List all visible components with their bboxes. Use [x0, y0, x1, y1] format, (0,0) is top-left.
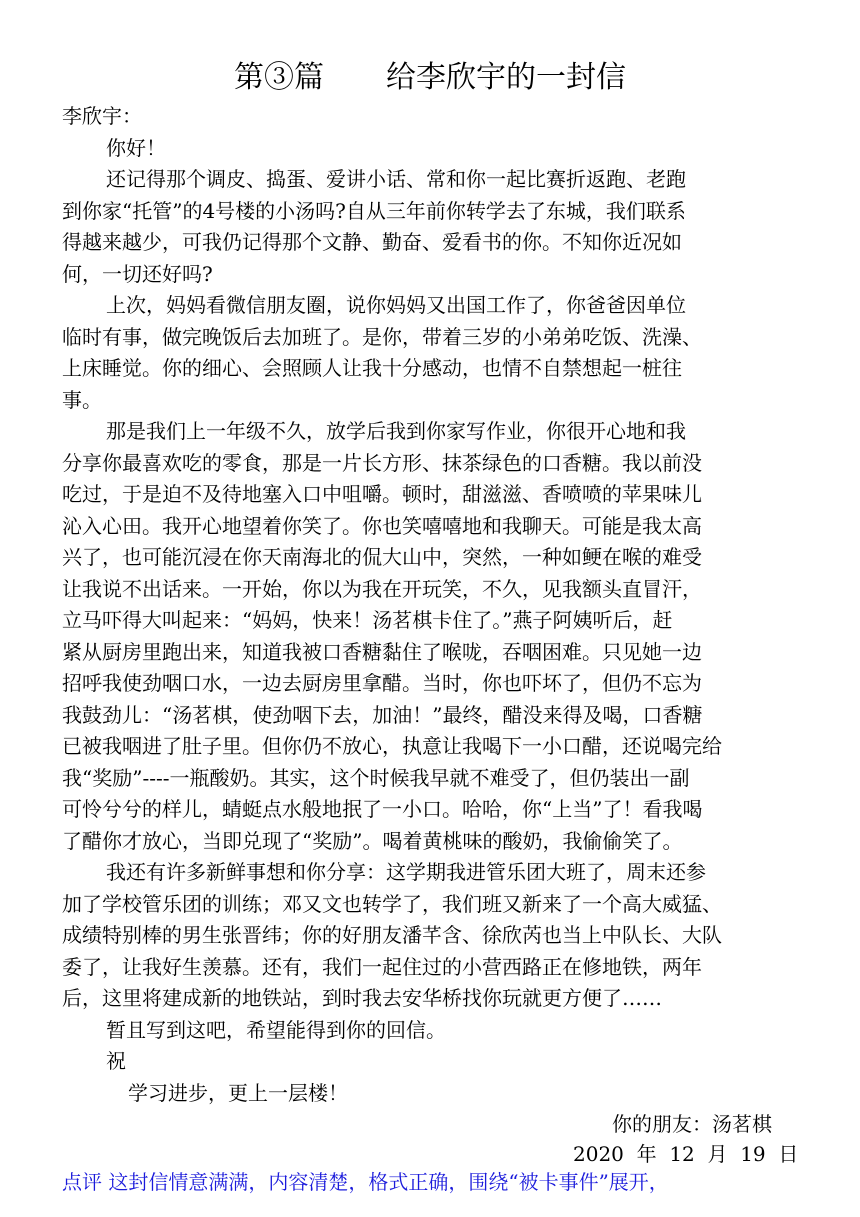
body-line: 沁入心田。我开心地望着你笑了。你也笑嘻嘻地和我聊天。可能是我太高	[62, 514, 702, 538]
body-line: 已被我咽进了肚子里。但你仍不放心，执意让我喝下一小口醋，还说喝完给	[62, 734, 722, 758]
greeting: 你好！	[106, 136, 166, 160]
teacher-comment: 点评 这封信情意满满，内容清楚，格式正确，围绕“被卡事件”展开，	[62, 1170, 669, 1194]
body-line: 吃过，于是迫不及待地塞入口中咀嚼。顿时，甜滋滋、香喷喷的苹果味儿	[62, 482, 702, 506]
body-line: 我鼓劲儿：“汤茗棋，使劲咽下去，加油！”最终，醋没来得及喝，口香糖	[62, 703, 703, 727]
body-line: 加了学校管乐团的训练；邓又文也转学了，我们班又新来了一个高大威猛、	[62, 892, 722, 916]
body-line: 我还有许多新鲜事想和你分享：这学期我进管乐团大班了，周末还参	[106, 860, 706, 884]
letter-date: 2020 年 12 月 19 日	[573, 1142, 799, 1166]
body-line: 让我说不出话来。一开始，你以为我在开玩笑，不久，见我额头直冒汗，	[62, 577, 702, 601]
body-line: 到你家“托管”的4号楼的小汤吗?自从三年前你转学去了东城，我们联系	[62, 199, 686, 223]
salutation: 李欣宇：	[62, 104, 142, 128]
body-line: 何，一切还好吗?	[62, 262, 213, 286]
body-line: 后，这里将建成新的地铁站，到时我去安华桥找你玩就更方便了……	[62, 986, 662, 1010]
body-line: 委了，让我好生羡慕。还有，我们一起住过的小营西路正在修地铁，两年	[62, 955, 702, 979]
body-line: 招呼我使劲咽口水，一边去厨房里拿醋。当时，你也吓坏了，但仍不忘为	[62, 671, 702, 695]
body-line: 我“奖励”----一瓶酸奶。其实，这个时候我早就不难受了，但仍装出一副	[62, 766, 690, 790]
body-line: 紧从厨房里跑出来，知道我被口香糖黏住了喉咙，吞咽困难。只见她一边	[62, 640, 702, 664]
body-line: 上次，妈妈看微信朋友圈，说你妈妈又出国工作了，你爸爸因单位	[106, 293, 686, 317]
title-text: 给李欣宇的一封信	[386, 60, 626, 95]
page-title	[0, 58, 860, 98]
body-line: 得越来越少，可我仍记得那个文静、勤奋、爱看书的你。不知你近况如	[62, 230, 682, 254]
body-line: 上床睡觉。你的细心、会照顾人让我十分感动，也情不自禁想起一桩往	[62, 356, 682, 380]
body-line: 事。	[62, 388, 102, 412]
signature: 你的朋友：汤茗棋	[612, 1112, 772, 1136]
body-line: 兴了，也可能沉浸在你天南海北的侃大山中，突然，一种如鲠在喉的难受	[62, 545, 702, 569]
body-line: 临时有事，做完晚饭后去加班了。是你，带着三岁的小弟弟吃饭、洗澡、	[62, 325, 702, 349]
title-number: 第③篇	[234, 60, 324, 95]
body-line: 那是我们上一年级不久，放学后我到你家写作业，你很开心地和我	[106, 419, 686, 443]
body-line: 立马吓得大叫起来：“妈妈，快来！汤茗棋卡住了。”燕子阿姨听后，赶	[62, 608, 673, 632]
body-line: 暂且写到这吧，希望能得到你的回信。	[106, 1018, 446, 1042]
body-line: 成绩特别棒的男生张晋纬；你的好朋友潘芊含、徐欣芮也当上中队长、大队	[62, 923, 722, 947]
body-line: 了醋你才放心，当即兑现了“奖励”。喝着黄桃味的酸奶，我偷偷笑了。	[62, 829, 683, 853]
body-line: 还记得那个调皮、捣蛋、爱讲小话、常和你一起比赛折返跑、老跑	[106, 167, 686, 191]
closing-wish: 祝	[106, 1049, 126, 1073]
body-line: 分享你最喜欢吃的零食，那是一片长方形、抹茶绿色的口香糖。我以前没	[62, 451, 702, 475]
body-line: 可怜兮兮的样儿，蜻蜓点水般地抿了一小口。哈哈，你“上当”了！看我喝	[62, 797, 703, 821]
closing-blessing: 学习进步，更上一层楼！	[128, 1081, 348, 1105]
